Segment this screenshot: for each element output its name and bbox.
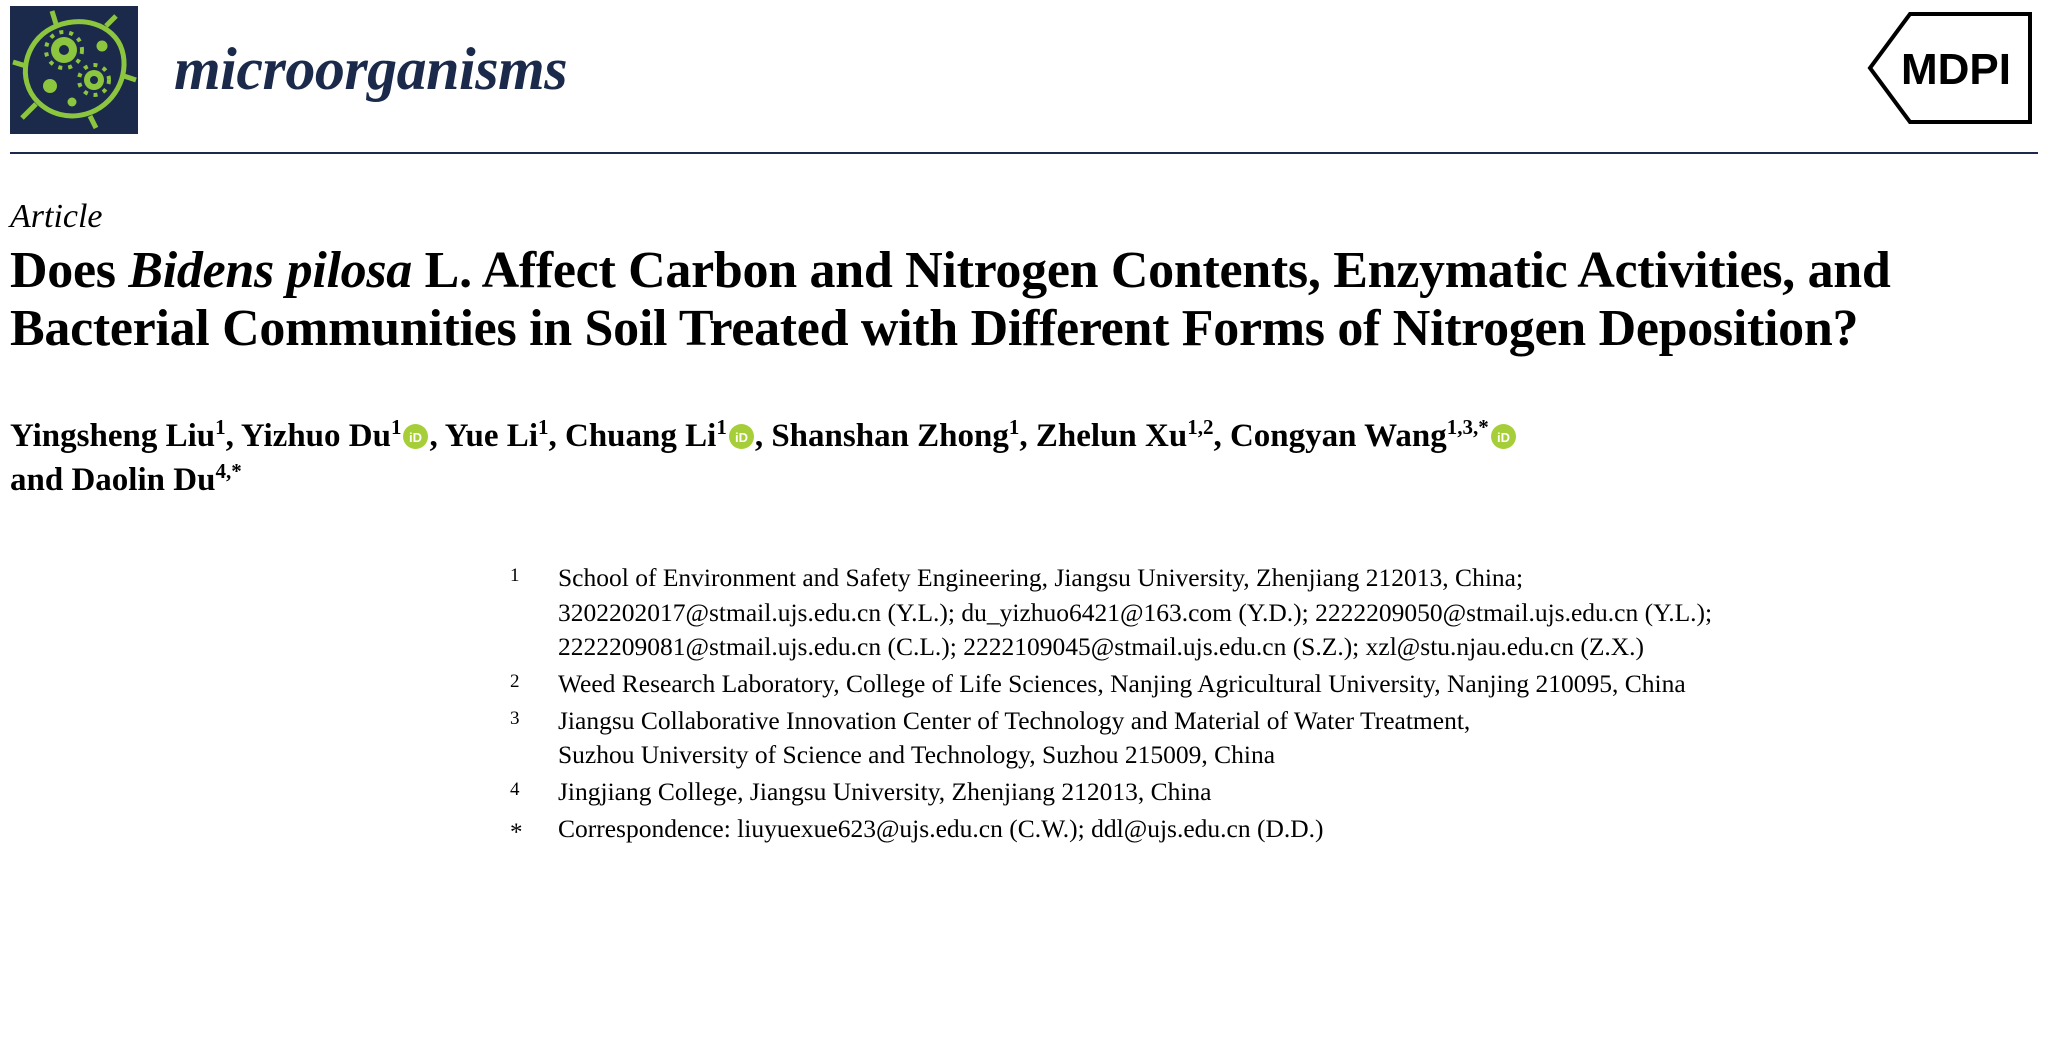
affiliation-text bbox=[558, 667, 2038, 702]
orcid-icon[interactable] bbox=[1491, 424, 1516, 449]
author-conjunction: and bbox=[10, 461, 72, 498]
author-separator: , bbox=[1213, 418, 1230, 455]
orcid-icon[interactable] bbox=[403, 424, 428, 449]
journal-logo bbox=[10, 6, 138, 134]
author-entry[interactable] bbox=[71, 458, 242, 498]
affiliation-line: 3202202017@stmail.ujs.edu.cn (Y.L.); du_yizhuo6421@163.com (Y.D.); 2222209050@stmail.ujs.edu.cn (Y.L.); bbox=[558, 597, 1713, 627]
author-name: Chuang Li bbox=[564, 418, 717, 455]
author-entry[interactable] bbox=[240, 415, 402, 455]
author-name: Daolin Du bbox=[71, 461, 216, 498]
svg-text:MDPI: MDPI bbox=[1901, 45, 2011, 94]
title-part-2: L. Affect Carbon and Nitrogen Contents, Enzymatic Activities, and Bacterial Communities in Soil Treated with Different Forms of Nitrogen Deposition? bbox=[10, 242, 1891, 358]
author-affiliation-marker: 1,3,* bbox=[1446, 415, 1489, 440]
affiliation-item bbox=[510, 667, 2038, 702]
author-name: Zhelun Xu bbox=[1035, 418, 1188, 455]
correspondence-text bbox=[558, 812, 2038, 847]
affiliation-line: Jiangsu Collaborative Innovation Center of Technology and Material of Water Treatment, bbox=[558, 705, 1471, 735]
author-affiliation-marker: 1 bbox=[537, 415, 549, 440]
svg-text:iD: iD bbox=[409, 430, 423, 446]
author-entry[interactable] bbox=[1229, 415, 1489, 455]
journal-title: microorganisms bbox=[174, 35, 568, 102]
affiliation-text bbox=[558, 704, 2038, 773]
mdpi-logo bbox=[1864, 12, 2032, 124]
mdpi-hexagon-icon bbox=[1864, 12, 2032, 124]
author-name: Shanshan Zhong bbox=[771, 418, 1009, 455]
author-affiliation-marker: 1 bbox=[215, 415, 226, 440]
author-entry[interactable] bbox=[564, 415, 727, 455]
affiliation-line: School of Environment and Safety Engineering, Jiangsu University, Zhenjiang 212013, China; bbox=[558, 562, 1524, 592]
author-list bbox=[10, 414, 2038, 500]
article-type-label: Article bbox=[10, 198, 103, 235]
affiliation-text bbox=[558, 561, 2038, 665]
correspondence-marker: * bbox=[510, 818, 523, 846]
author-separator: , bbox=[548, 418, 565, 455]
author-affiliation-marker: 1,2 bbox=[1187, 415, 1214, 440]
author-affiliation-marker: 1 bbox=[1008, 415, 1020, 440]
author-name: Yue Li bbox=[444, 418, 538, 455]
affiliation-item bbox=[510, 775, 2038, 810]
svg-text:iD: iD bbox=[1496, 430, 1510, 446]
affiliation-item bbox=[510, 704, 2038, 773]
author-affiliation-marker: 1 bbox=[390, 415, 402, 440]
author-name: Yingsheng Liu bbox=[10, 418, 216, 455]
affiliation-item bbox=[510, 561, 2038, 665]
correspondence-line: Correspondence: liuyuexue623@ujs.edu.cn (C.W.); ddl@ujs.edu.cn (D.D.) bbox=[558, 813, 1324, 843]
author-name: Congyan Wang bbox=[1229, 418, 1447, 455]
author-entry[interactable] bbox=[444, 415, 549, 455]
affiliation-list bbox=[510, 561, 2038, 850]
affiliation-marker: 1 bbox=[510, 564, 520, 586]
author-affiliation-marker: 1 bbox=[716, 415, 727, 440]
affiliation-marker: 2 bbox=[510, 670, 520, 692]
author-separator: , bbox=[1019, 418, 1036, 455]
affiliation-line: Jingjiang College, Jiangsu University, Zhenjiang 212013, China bbox=[558, 776, 1212, 806]
title-species-name: Bidens pilosa bbox=[128, 242, 412, 299]
author-name: Yizhuo Du bbox=[240, 418, 391, 455]
masthead bbox=[10, 0, 2038, 138]
masthead-divider bbox=[10, 152, 2038, 154]
title-part-1: Does bbox=[10, 242, 129, 299]
author-affiliation-marker: 4,* bbox=[215, 458, 242, 483]
author-separator: , bbox=[225, 418, 241, 455]
affiliation-line: Suzhou University of Science and Technology, Suzhou 215009, China bbox=[558, 740, 1276, 770]
orcid-icon[interactable] bbox=[729, 424, 754, 449]
affiliation-line: Weed Research Laboratory, College of Life Sciences, Nanjing Agricultural University, Nanjing 210095, China bbox=[558, 668, 1686, 698]
microbe-icon bbox=[10, 6, 138, 134]
author-entry[interactable] bbox=[10, 415, 226, 455]
page-title bbox=[10, 242, 2038, 358]
affiliation-marker: 4 bbox=[510, 778, 520, 800]
affiliation-text bbox=[558, 775, 2038, 810]
author-separator: , bbox=[429, 418, 445, 455]
author-entry[interactable] bbox=[771, 415, 1020, 455]
correspondence-item bbox=[510, 812, 2038, 850]
affiliation-marker: 3 bbox=[510, 707, 520, 729]
affiliation-line: 2222209081@stmail.ujs.edu.cn (C.L.); 2222109045@stmail.ujs.edu.cn (S.Z.); xzl@stu.njau.edu.cn (Z.X.) bbox=[558, 632, 1645, 662]
author-entry[interactable] bbox=[1035, 415, 1214, 455]
svg-text:iD: iD bbox=[734, 430, 748, 446]
author-separator: , bbox=[754, 418, 772, 455]
